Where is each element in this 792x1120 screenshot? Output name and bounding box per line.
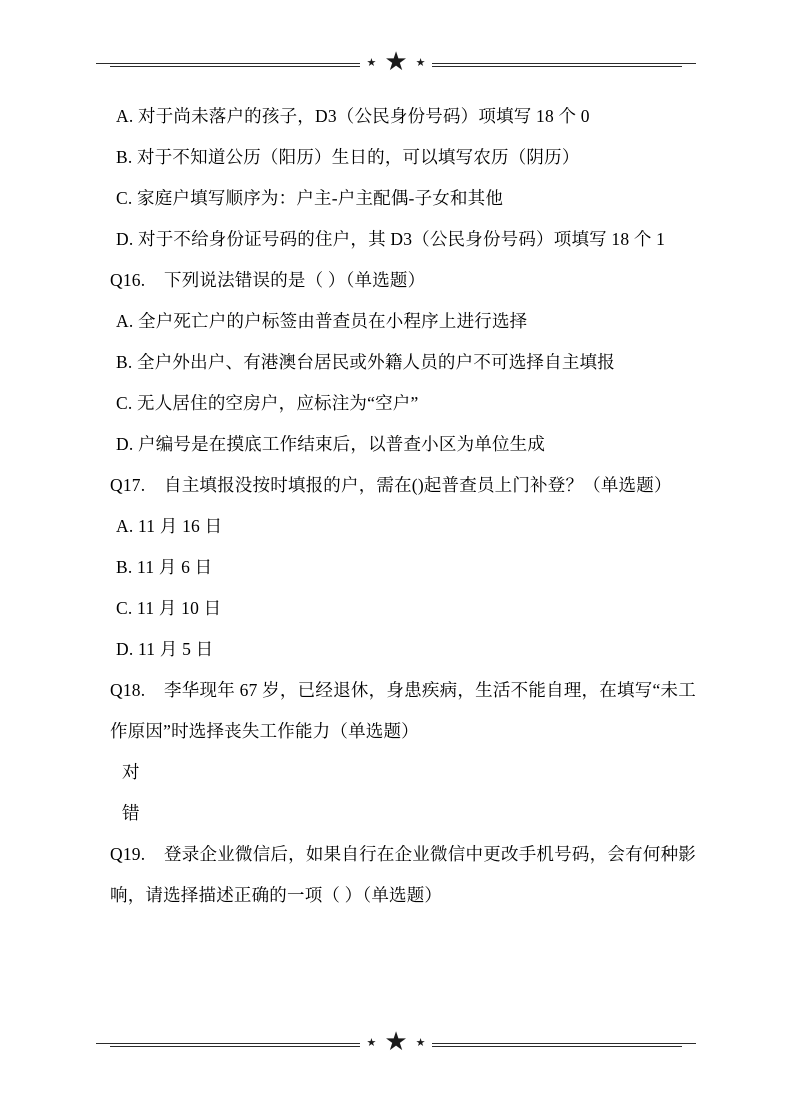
question-number: Q19. xyxy=(110,844,146,864)
divider-line-left xyxy=(96,63,360,64)
star-large-icon: ★ xyxy=(384,1027,408,1056)
star-small-icon: ★ xyxy=(366,1036,377,1049)
answer-item: 错 xyxy=(122,803,140,823)
star-large-icon: ★ xyxy=(384,47,408,76)
question-list xyxy=(96,78,696,916)
divider-line-right xyxy=(432,1043,696,1044)
question-text: 自主填报没按时填报的户，需在()起普查员上门补登？（单选题） xyxy=(164,475,672,495)
question-number: Q18. xyxy=(110,680,146,700)
option-item: B. 全户外出户、有港澳台居民或外籍人员的户不可选择自主填报 xyxy=(116,352,615,372)
option-item: C. 无人居住的空房户，应标注为“空户” xyxy=(116,393,419,413)
option-item: B. 11 月 6 日 xyxy=(116,557,213,577)
top-divider-ornament xyxy=(96,48,696,78)
question-text: 登录企业微信后，如果自行在企业微信中更改手机号码，会有何种影响，请选择描述正确的一项（ ）（单选题） xyxy=(110,844,696,905)
question-item xyxy=(96,670,696,752)
question-text: 李华现年 67 岁，已经退休，身患疾病，生活不能自理，在填写“未工作原因”时选择丧失工作能力（单选题） xyxy=(110,680,696,741)
option-item: D. 11 月 5 日 xyxy=(116,639,214,659)
option-item: A. 对于尚未落户的孩子，D3（公民身份号码）项填写 18 个 0 xyxy=(116,106,590,126)
option-item: C. 家庭户填写顺序为：户主-户主配偶-子女和其他 xyxy=(116,188,504,208)
question-number: Q16. xyxy=(110,270,146,290)
question-text: 下列说法错误的是（ ）（单选题） xyxy=(164,270,426,290)
question-item xyxy=(96,260,696,301)
question-item xyxy=(96,465,696,506)
question-number: Q17. xyxy=(110,475,146,495)
option-item: B. 对于不知道公历（阳历）生日的，可以填写农历（阴历） xyxy=(116,147,580,167)
star-small-icon: ★ xyxy=(366,56,377,69)
option-item: D. 户编号是在摸底工作结束后，以普查小区为单位生成 xyxy=(116,434,546,454)
divider-line-right xyxy=(432,63,696,64)
star-small-icon: ★ xyxy=(415,56,426,69)
bottom-divider-ornament xyxy=(96,1028,696,1058)
option-item: A. 11 月 16 日 xyxy=(116,516,223,536)
option-item: C. 11 月 10 日 xyxy=(116,598,222,618)
question-item xyxy=(96,834,696,916)
option-item: A. 全户死亡户的户标签由普查员在小程序上进行选择 xyxy=(116,311,528,331)
option-item: D. 对于不给身份证号码的住户，其 D3（公民身份号码）项填写 18 个 1 xyxy=(116,229,666,249)
divider-line-left xyxy=(96,1043,360,1044)
answer-item: 对 xyxy=(122,762,140,782)
star-small-icon: ★ xyxy=(415,1036,426,1049)
